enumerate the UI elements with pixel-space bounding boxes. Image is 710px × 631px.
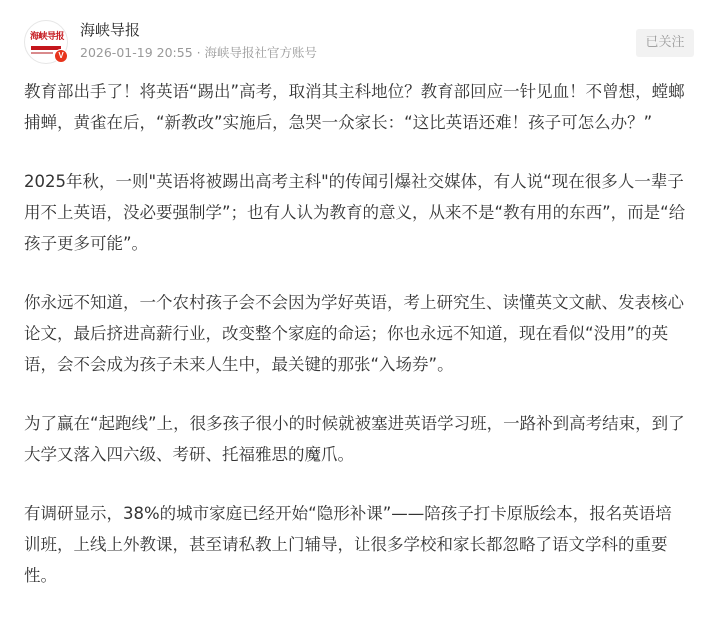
- post-meta: 2026-01-19 20:55 · 海峡导报社官方账号: [80, 45, 318, 60]
- avatar-logo-subbar: [31, 52, 53, 54]
- verified-badge-icon: V: [54, 49, 68, 63]
- article-paragraph: 2025年秋，一则"英语将被踢出高考主科"的传闻引爆社交媒体，有人说“现在很多人一辈子用不上英语，没必要强制学”；也有人认为教育的意义，从来不是“教有用的东西”，而是“给孩子更多可能”。: [24, 172, 686, 253]
- avatar-logo-text: 海峡导报: [29, 32, 64, 42]
- article-paragraph: 为了赢在“起跑线”上，很多孩子很小的时候就被塞进英语学习班，一路补到高考结束，到了大学又落入四六级、考研、托福雅思的魔爪。: [24, 414, 685, 464]
- article-paragraph: 你永远不知道，一个农村孩子会不会因为学好英语，考上研究生、读懂英文文献、发表核心论文，最后挤进高薪行业，改变整个家庭的命运；你也永远不知道，现在看似“没用”的英语，会不会成为孩子未来人生中，最关键的那张“入场券”。: [24, 293, 684, 374]
- article-body: [24, 76, 688, 619]
- author-header: [24, 16, 694, 68]
- follow-button[interactable]: 已关注: [636, 29, 694, 57]
- article-paragraph: 有调研显示，38%的城市家庭已经开始“隐形补课”——陪孩子打卡原版绘本，报名英语培训班，上线上外教课，甚至请私教上门辅导，让很多学校和家长都忽略了语文学科的重要性。: [24, 504, 672, 585]
- author-name[interactable]: 海峡导报: [80, 21, 141, 39]
- article-paragraph: 教育部出手了！将英语“踢出”高考，取消其主科地位？教育部回应一针见血！不曾想，螳螂捕蝉，黄雀在后，“新教改”实施后，急哭一众家长：“这比英语还难！孩子可怎么办？”: [24, 82, 685, 132]
